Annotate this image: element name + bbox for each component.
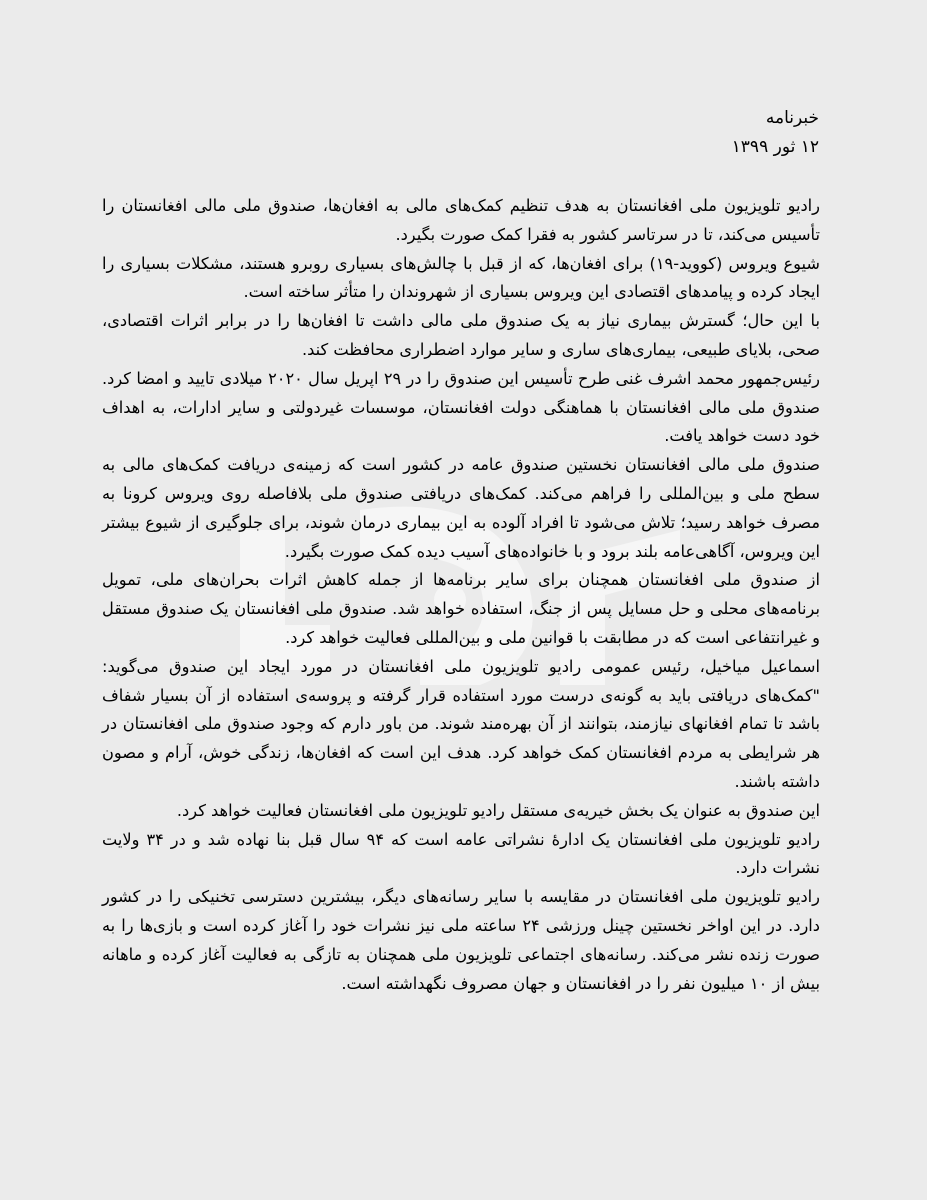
paragraph-8: این صندوق به عنوان یک بخش خیریه‌ی مستقل رادیو تلویزیون ملی افغانستان فعالیت خواهد کرد. xyxy=(176,800,820,820)
newsletter-date: ۱۲ ثور ۱۳۹۹ xyxy=(731,137,819,157)
paragraph-5: صندوق ملی مالی افغانستان نخستین صندوق عامه در کشور است که زمینه‌ی دریافت کمک‌های مالی به سطح ملی و بین‌المللی را فراهم می‌کند. کمک‌های دریافتی صندوق ملی بلافاصله روی ویروس کرونا به مصرف خواهد رسید؛ تلاش می‌شود تا افراد آلوده به این بیماری درمان شوند، برای جلوگیری از شیوع بیشتر این ویروس، آگاهی‌عامه بلند برود و با خانواده‌های آسیب دیده کمک صورت بگیرد. xyxy=(102,455,820,561)
paragraph-2: شیوع ویروس (کووید-۱۹) برای افغان‌ها، که از قبل با چالش‌های بسیاری روبرو هستند، مشکلات بسیاری را ایجاد کرده و پیامدهای اقتصادی این ویروس بسیاری از شهروندان را متأثر ساخته است. xyxy=(102,253,820,302)
paragraph-7: اسماعیل میاخیل، رئیس عمومی رادیو تلویزیون ملی افغانستان در مورد ایجاد این صندوق می‌گوید: "کمک‌های دریافتی باید به گونه‌ی درست مورد استفاده قرار گرفته و پروسه‌ی استفاده از آن بسیار شفاف باشد تا تمام افغانهای نیازمند، بتوانند از آن بهره‌مند شوند. من باور دارم که وجود صندوق ملی افغانستان در هر شرایطی به مردم افغانستان کمک خواهد کرد. هدف این است که افغان‌ها، زندگی خوش، آرام و مصون داشته باشند. xyxy=(102,656,820,791)
paragraph-4: رئیس‌جمهور محمد اشرف غنی طرح تأسیس این صندوق را در ۲۹ اپریل سال ۲۰۲۰ میلادی تایید و امضا کرد. صندوق ملی مالی افغانستان با هماهنگی دولت افغانستان، موسسات غیردولتی و سایر ادارات، به اهداف خود دست خواهد یافت. xyxy=(102,368,820,446)
paragraph-10: رادیو تلویزیون ملی افغانستان در مقایسه با سایر رسانه‌های دیگر، بیشترین دسترسی تخنیکی را در کشور دارد. در این اواخر نخستین چینل ورزشی ۲۴ ساعته ملی نیز نشرات خود را آغاز کرده است و بازی‌ها را به صورت زنده نشر می‌کند. رسانه‌های اجتماعی تلویزیون ملی همچنان به تازگی به فعالیت آغاز کرده و ماهانه بیش از ۱۰ میلیون نفر را در افغانستان و جهان مصروف نگهداشته است. xyxy=(102,887,820,993)
paragraph-6: از صندوق ملی افغانستان همچنان برای سایر برنامه‌ها از جمله کاهش اثرات بحران‌های ملی، تمویل برنامه‌های محلی و حل مسایل پس از جنگ، استفاده خواهد شد. صندوق ملی افغانستان یک صندوق مستقل و غیرانتفاعی است که در مطابقت با قوانین ملی و بین‌المللی فعالیت خواهد کرد. xyxy=(102,570,820,647)
newsletter-title: خبرنامه xyxy=(765,108,819,128)
paragraph-9: رادیو تلویزیون ملی افغانستان یک ادارهٔ نشراتی عامه است که ۹۴ سال قبل بنا نهاده شد و در ۳۴ ولایت نشرات دارد. xyxy=(102,829,820,878)
document-header xyxy=(732,104,819,162)
paragraph-1: رادیو تلویزیون ملی افغانستان به هدف تنظیم کمک‌های مالی به افغان‌ها، صندوق ملی مالی افغانستان را تأسیس می‌کند، تا در سرتاسر کشور به فقرا کمک صورت بگیرد. xyxy=(102,196,820,244)
paragraph-3: با این حال؛ گسترش بیماری نیاز به یک صندوق ملی مالی داشت تا افغان‌ها را در برابر اثرات اقتصادی، صحی، بلایای طبیعی، بیماری‌های ساری و سایر موارد اضطراری محافظت کند. xyxy=(102,311,820,359)
document-body xyxy=(102,192,820,998)
